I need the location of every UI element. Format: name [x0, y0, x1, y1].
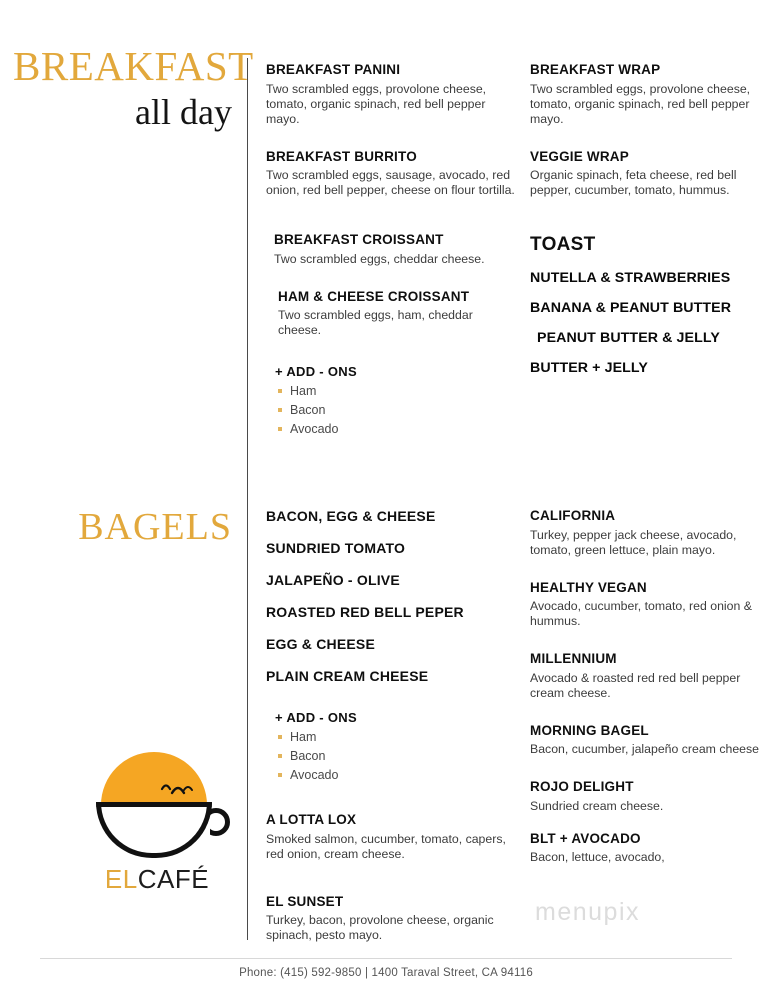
- item-description: Turkey, bacon, provolone cheese, organic spinach, pesto mayo.: [266, 913, 494, 943]
- toast-item: BUTTER + JELLY: [530, 360, 648, 377]
- brand-name-cafe: CAFÉ: [137, 864, 210, 894]
- addon-label: Avocado: [290, 768, 339, 782]
- addon-label: Avocado: [290, 422, 339, 437]
- bagel-name: EGG & CHEESE: [266, 636, 375, 652]
- item-name: HAM & CHEESE CROISSANT: [278, 288, 470, 304]
- bagels-right-column: [530, 508, 768, 865]
- addon-row: [275, 730, 516, 744]
- item-name: HEALTHY VEGAN: [530, 579, 647, 595]
- item-description: Bacon, cucumber, jalapeño cream cheese: [530, 742, 759, 757]
- item-name: BREAKFAST WRAP: [530, 62, 661, 77]
- item-description: Avocado, cucumber, tomato, red onion & hummus.: [530, 599, 752, 629]
- item-description: Two scrambled eggs, sausage, avocado, red onion, red bell pepper, cheese on flour tortilla.: [266, 168, 515, 198]
- breakfast-subtitle: all day: [135, 92, 232, 132]
- breakfast-title: BREAKFAST: [13, 43, 254, 89]
- addon-label: Ham: [290, 730, 317, 744]
- menu-item: [530, 149, 768, 199]
- menu-item: [530, 580, 768, 630]
- cup-body-icon: [96, 802, 212, 858]
- brand-name-el: EL: [104, 864, 138, 894]
- toast-item: PEANUT BUTTER & JELLY: [537, 330, 720, 347]
- addon-row: [275, 749, 516, 763]
- item-name: CALIFORNIA: [530, 508, 616, 523]
- breakfast-heading-block: [0, 43, 254, 132]
- menu-item: [266, 812, 516, 862]
- toast-item: BANANA & PEANUT BUTTER: [530, 300, 732, 317]
- addon-row: [275, 768, 516, 782]
- menu-item: [530, 62, 768, 127]
- item-description: Organic spinach, feta cheese, red bell pepper, cucumber, tomato, hummus.: [530, 168, 737, 198]
- item-description: Avocado & roasted red red bell pepper cream cheese.: [530, 670, 741, 700]
- toast-item: NUTELLA & STRAWBERRIES: [530, 270, 731, 287]
- addons-title: + ADD - ONS: [275, 710, 357, 725]
- addons-title: + ADD - ONS: [275, 364, 357, 380]
- item-description: Smoked salmon, cucumber, tomato, capers, red onion, cream cheese.: [266, 831, 506, 861]
- item-name: VEGGIE WRAP: [530, 148, 629, 164]
- item-name: BREAKFAST CROISSANT: [274, 232, 444, 248]
- item-description: Two scrambled eggs, ham, cheddar cheese.: [278, 308, 473, 338]
- bullet-icon: [278, 408, 282, 412]
- item-name: ROJO DELIGHT: [530, 779, 634, 795]
- birds-icon: [160, 780, 194, 798]
- toast-heading: TOAST: [530, 234, 596, 256]
- addon-row: [275, 384, 516, 398]
- item-description: Sundried cream cheese.: [530, 798, 664, 813]
- bullet-icon: [278, 427, 282, 431]
- footer-contact: Phone: (415) 592-9850 | 1400 Taraval Street, CA 94116: [239, 967, 533, 979]
- column-divider: [247, 58, 248, 940]
- item-description: Two scrambled eggs, provolone cheese, tomato, organic spinach, red bell pepper mayo.: [530, 81, 751, 126]
- item-description: Bacon, lettuce, avocado,: [530, 850, 665, 865]
- menu-item: [530, 723, 768, 758]
- item-name: A LOTTA LOX: [266, 812, 357, 827]
- brand-logo: [82, 752, 232, 892]
- item-name: EL SUNSET: [266, 893, 344, 909]
- toast-section: [530, 234, 768, 376]
- bagel-name: JALAPEÑO - OLIVE: [266, 572, 400, 588]
- bullet-icon: [278, 389, 282, 393]
- menu-item: [530, 831, 768, 866]
- item-name: BREAKFAST PANINI: [266, 62, 401, 77]
- breakfast-right-column: [530, 62, 768, 376]
- bagel-name: SUNDRIED TOMATO: [266, 540, 406, 556]
- item-name: BLT + AVOCADO: [530, 830, 641, 846]
- addon-row: [275, 403, 516, 417]
- addon-label: Ham: [290, 384, 317, 399]
- menu-item: [530, 508, 768, 558]
- watermark: menupix: [535, 898, 640, 926]
- menu-item: [266, 149, 516, 199]
- menu-item: [266, 894, 516, 944]
- bagels-addons: [266, 710, 516, 782]
- bagels-middle-column: [266, 508, 516, 943]
- coffee-cup-sunrise-icon: [90, 752, 225, 858]
- bullet-icon: [278, 735, 282, 739]
- menu-item: [266, 62, 516, 127]
- item-description: Two scrambled eggs, cheddar cheese.: [274, 251, 485, 266]
- brand-name: [82, 866, 232, 892]
- item-description: Turkey, pepper jack cheese, avocado, tomato, green lettuce, plain mayo.: [530, 527, 737, 557]
- menu-item: [266, 232, 516, 267]
- breakfast-addons: [266, 364, 516, 436]
- bagels-title: BAGELS: [78, 506, 232, 548]
- bagel-name: ROASTED RED BELL PEPER: [266, 604, 464, 620]
- menu-item: [530, 779, 768, 814]
- item-name: BREAKFAST BURRITO: [266, 148, 417, 164]
- menu-item: [530, 651, 768, 701]
- item-name: MILLENNIUM: [530, 651, 617, 667]
- bagel-name: PLAIN CREAM CHEESE: [266, 668, 429, 684]
- bagel-name: BACON, EGG & CHEESE: [266, 508, 436, 524]
- item-description: Two scrambled eggs, provolone cheese, tomato, organic spinach, red bell pepper mayo.: [266, 81, 487, 126]
- bullet-icon: [278, 773, 282, 777]
- addon-label: Bacon: [290, 403, 326, 418]
- menu-item: [266, 289, 516, 339]
- item-name: MORNING BAGEL: [530, 722, 649, 738]
- bullet-icon: [278, 754, 282, 758]
- breakfast-middle-column: [266, 62, 516, 436]
- addon-label: Bacon: [290, 749, 326, 763]
- addon-row: [275, 422, 516, 436]
- footer-divider: [40, 958, 732, 959]
